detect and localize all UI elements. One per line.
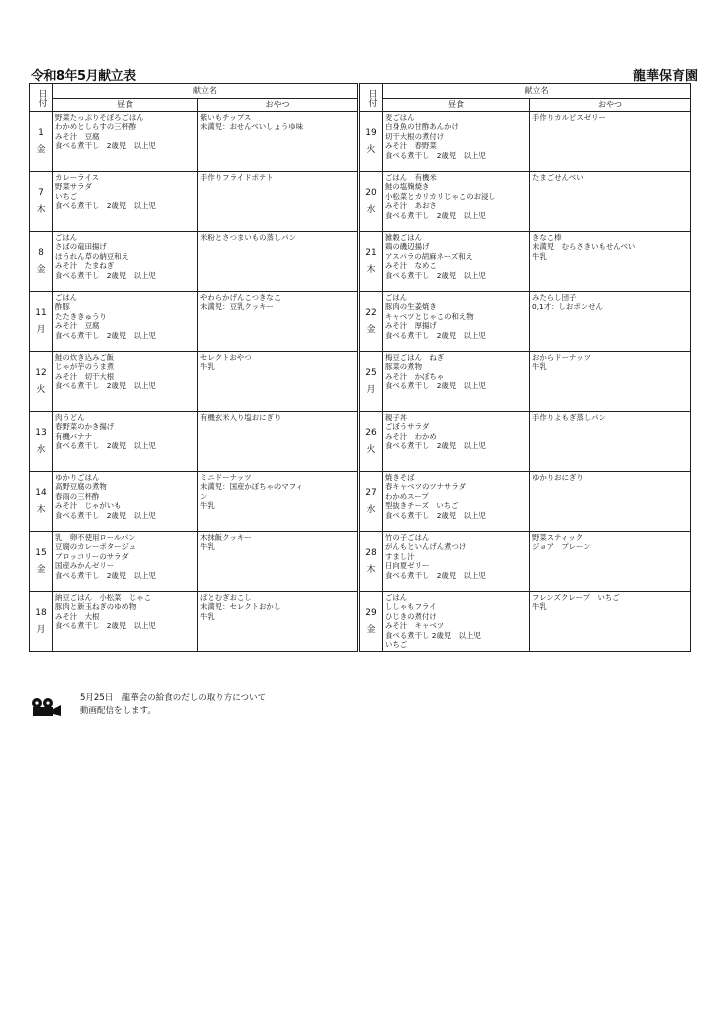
lunch-item: 竹の子ごはん — [385, 533, 430, 542]
lunch-cell — [53, 592, 198, 652]
lunch-item: ごぼうサラダ — [385, 422, 430, 432]
menu-row — [30, 352, 358, 412]
day-number: 18 — [35, 607, 47, 618]
snack-item: みたらし団子 — [532, 293, 577, 302]
day-of-week: 水 — [366, 504, 376, 515]
lunch-item: 食べる煮干し 2歳児 以上児 — [385, 630, 481, 640]
snack-cell — [530, 172, 691, 232]
lunch-cell — [53, 172, 198, 232]
day-number: 21 — [365, 247, 377, 258]
snack-cell — [198, 112, 358, 172]
day-cell — [30, 232, 53, 292]
day-number: 14 — [35, 487, 47, 498]
lunch-item: 食べる煮干し 2歳児 以上児 — [385, 150, 486, 160]
lunch-header: 昼食 — [383, 99, 530, 112]
lunch-cell — [53, 112, 198, 172]
menu-row — [360, 292, 691, 352]
lunch-item: みそ汁 かぼちゃ — [385, 371, 445, 381]
lunch-item: みそ汁 豆腐 — [55, 321, 100, 331]
menu-row — [360, 532, 691, 592]
snack-item: 未満児：おせんべいしょうゆ味 — [200, 122, 304, 132]
lunch-item: 白身魚の甘酢あんかけ — [385, 122, 459, 132]
snack-cell — [198, 172, 358, 232]
day-cell — [360, 472, 383, 532]
day-of-week: 金 — [36, 144, 46, 155]
snack-header: おやつ — [530, 99, 691, 112]
lunch-item: 食べる煮干し 2歳児 以上児 — [385, 570, 486, 580]
day-of-week: 金 — [366, 324, 376, 335]
menu-row — [360, 352, 691, 412]
snack-item: セレクトおやつ — [200, 353, 252, 362]
menu-row — [30, 232, 358, 292]
day-of-week: 月 — [366, 384, 376, 395]
snack-item: 米粉とさつまいもの蒸しパン — [200, 233, 297, 242]
menu-table-right — [359, 83, 691, 652]
lunch-item: 春野菜のかき揚げ — [55, 422, 115, 432]
menu-row — [30, 172, 358, 232]
snack-item: やわらかげんこつきなこ — [200, 293, 282, 302]
date-header: 日付 — [30, 84, 53, 112]
lunch-item: 梅豆ごはん ねぎ — [385, 353, 445, 362]
lunch-cell — [383, 592, 530, 652]
snack-item: 手作りフライドポテト — [200, 173, 274, 182]
day-of-week: 月 — [36, 324, 46, 335]
snack-item: 手作りカルピスゼリー — [532, 113, 606, 122]
menu-row — [360, 412, 691, 472]
lunch-item: 焼きそば — [385, 473, 415, 482]
day-number: 19 — [365, 127, 377, 138]
lunch-item: みそ汁 じゃがいも — [55, 501, 122, 511]
day-of-week: 月 — [36, 624, 46, 635]
lunch-item: 春雨の三杯酢 — [55, 491, 100, 501]
snack-item: 牛乳 — [200, 362, 215, 372]
lunch-item: 乳 卵不使用ロールパン — [55, 533, 136, 542]
day-cell — [30, 172, 53, 232]
snack-cell — [198, 292, 358, 352]
lunch-item: 豆腐のカレーポタージュ — [55, 542, 137, 552]
snack-cell — [198, 412, 358, 472]
lunch-item: 野菜サラダ — [55, 182, 92, 192]
lunch-item: 切干大根の煮付け — [385, 131, 445, 141]
lunch-cell — [383, 412, 530, 472]
lunch-cell — [383, 232, 530, 292]
day-cell — [30, 532, 53, 592]
lunch-item: ししゃもフライ — [385, 602, 437, 612]
lunch-cell — [53, 232, 198, 292]
lunch-cell — [383, 172, 530, 232]
school-name: 龍華保育園 — [632, 69, 698, 84]
lunch-cell — [383, 472, 530, 532]
lunch-item: 豚肉の生姜焼き — [385, 302, 437, 312]
lunch-item: 野菜たっぷりそぼろごはん — [55, 113, 144, 122]
snack-header: おやつ — [198, 99, 358, 112]
snack-item: 牛乳 — [532, 362, 547, 372]
lunch-item: 型抜きチーズ いちご — [385, 501, 459, 511]
day-number: 1 — [38, 127, 44, 138]
snack-cell — [530, 112, 691, 172]
menu-row — [30, 412, 358, 472]
lunch-item: ゆかりごはん — [55, 473, 100, 482]
day-cell — [360, 532, 383, 592]
lunch-item: 食べる煮干し 2歳児 以上児 — [55, 381, 156, 391]
lunch-item: 肉うどん — [55, 413, 85, 422]
lunch-cell — [53, 532, 198, 592]
day-of-week: 木 — [366, 264, 376, 275]
lunch-item: ひじきの煮付け — [385, 611, 437, 621]
day-number: 11 — [35, 307, 47, 318]
lunch-item: 食べる煮干し 2歳児 以上児 — [385, 441, 486, 451]
snack-item: おからドーナッツ — [532, 353, 591, 362]
snack-cell — [530, 532, 691, 592]
day-of-week: 水 — [366, 204, 376, 215]
lunch-item: いちご — [55, 191, 78, 201]
day-cell — [360, 232, 383, 292]
snack-item: 有機玄米入り塩おにぎり — [200, 413, 282, 422]
day-of-week: 火 — [366, 144, 376, 155]
lunch-cell — [53, 352, 198, 412]
lunch-item: ごはん — [385, 593, 408, 602]
snack-item: ジョア プレーン — [532, 542, 591, 552]
day-cell — [30, 112, 53, 172]
lunch-item: みそ汁 豆腐 — [55, 131, 100, 141]
snack-cell — [530, 232, 691, 292]
menu-row — [360, 172, 691, 232]
lunch-item: みそ汁 なめこ — [385, 261, 437, 271]
snack-item: 牛乳 — [200, 501, 215, 511]
day-cell — [30, 412, 53, 472]
menu-row — [30, 292, 358, 352]
day-number: 29 — [365, 607, 377, 618]
lunch-item: わかめスープ — [385, 491, 429, 501]
lunch-item: 高野豆腐の煮物 — [55, 482, 107, 492]
lunch-item: ブロッコリーのサラダ — [55, 551, 129, 561]
menu-row — [30, 532, 358, 592]
day-number: 25 — [365, 367, 377, 378]
snack-cell — [198, 232, 358, 292]
snack-cell — [530, 592, 691, 652]
lunch-item: 食べる煮干し 2歳児 以上児 — [385, 330, 486, 340]
day-number: 8 — [38, 247, 44, 258]
menu-name-header: 献立名 — [383, 84, 691, 99]
menu-row — [30, 592, 358, 652]
menu-row — [30, 472, 358, 532]
day-of-week: 木 — [36, 504, 46, 515]
lunch-item: カレーライス — [55, 173, 100, 182]
snack-item: ぱとむぎおこし — [200, 593, 252, 602]
lunch-item: たたききゅうり — [55, 311, 107, 321]
day-number: 27 — [365, 487, 377, 498]
lunch-item: 豚肉と新玉ねぎのゆめ物 — [55, 602, 137, 612]
snack-cell — [530, 472, 691, 532]
lunch-item: 日向夏ゼリー — [385, 561, 430, 571]
snack-item: フレンズクレープ いちご — [532, 593, 620, 602]
lunch-item: ごはん — [55, 233, 78, 242]
day-of-week: 木 — [366, 564, 376, 575]
lunch-cell — [53, 412, 198, 472]
snack-item: 野菜スティック — [532, 533, 583, 542]
lunch-item: 食べる煮干し 2歳児 以上児 — [55, 141, 156, 151]
lunch-item: 雑穀ごはん — [385, 233, 422, 242]
lunch-item: みそ汁 あおさ — [385, 201, 437, 211]
lunch-item: 鮭の塩麹焼き — [385, 182, 430, 192]
day-number: 12 — [35, 367, 47, 378]
day-number: 28 — [365, 547, 377, 558]
lunch-item: 麦ごはん — [385, 113, 415, 122]
lunch-item: みそ汁 わかめ — [385, 431, 437, 441]
lunch-item: 鶏の磯辺揚げ — [385, 242, 430, 252]
snack-item: 牛乳 — [532, 251, 547, 261]
day-number: 22 — [365, 307, 377, 318]
lunch-item: 食べる煮干し 2歳児 以上児 — [385, 381, 486, 391]
lunch-item: がんもといんげん煮つけ — [385, 542, 467, 552]
lunch-item: さばの竜田揚げ — [55, 242, 107, 252]
lunch-item: ごはん 有機米 — [385, 173, 437, 182]
day-of-week: 火 — [366, 444, 376, 455]
day-number: 13 — [35, 427, 47, 438]
day-of-week: 水 — [36, 444, 46, 455]
lunch-item: 食べる煮干し 2歳児 以上児 — [55, 441, 156, 451]
day-cell — [30, 592, 53, 652]
day-number: 20 — [365, 187, 377, 198]
lunch-item: いちご — [385, 640, 408, 650]
day-of-week: 金 — [366, 624, 376, 635]
snack-item: 未満児：国産かぼちゃのマフィ — [200, 482, 303, 492]
day-of-week: 金 — [36, 564, 46, 575]
page-title: 令和8年5月献立表 — [31, 69, 136, 84]
lunch-item: 食べる煮干し 2歳児 以上児 — [55, 621, 156, 631]
menu-row — [360, 592, 691, 652]
lunch-cell — [383, 112, 530, 172]
lunch-item: ごはん — [385, 293, 408, 302]
snack-item: ミニドーナッツ — [200, 473, 252, 482]
menu-row — [360, 472, 691, 532]
menu-name-header: 献立名 — [53, 84, 358, 99]
video-camera-icon — [30, 697, 64, 721]
snack-cell — [198, 532, 358, 592]
menu-table-left — [29, 83, 358, 652]
snack-cell — [530, 292, 691, 352]
lunch-item: みそ汁 大根 — [55, 611, 100, 621]
day-of-week: 木 — [36, 204, 46, 215]
lunch-item: 食べる煮干し 2歳児 以上児 — [385, 210, 486, 220]
lunch-item: 国産みかんゼリー — [55, 561, 115, 571]
lunch-item: みそ汁 厚揚げ — [385, 321, 437, 331]
snack-item: きなこ棒 — [532, 233, 562, 242]
lunch-item: 食べる煮干し 2歳児 以上児 — [385, 270, 486, 280]
lunch-item: じゃが芋のうま煮 — [55, 362, 115, 372]
lunch-item: 鮭の炊き込みご飯 — [55, 353, 115, 362]
day-cell — [360, 292, 383, 352]
snack-item: 未満児：セレクトおかし — [200, 602, 282, 612]
day-number: 7 — [38, 187, 44, 198]
lunch-item: 納豆ごはん 小松菜 じゃこ — [55, 593, 152, 602]
lunch-item: 小松菜とカリカリじゃこのお浸し — [385, 191, 496, 201]
lunch-item: 有機バナナ — [55, 431, 92, 441]
snack-item: 牛乳 — [200, 542, 215, 552]
day-cell — [360, 172, 383, 232]
lunch-item: わかめとしらすの三杯酢 — [55, 122, 137, 132]
lunch-header: 昼食 — [53, 99, 198, 112]
lunch-item: 食べる煮干し 2歳児 以上児 — [55, 510, 156, 520]
snack-item: 牛乳 — [532, 602, 547, 612]
lunch-item: 春キャベツのツナサラダ — [385, 482, 467, 492]
lunch-cell — [53, 472, 198, 532]
lunch-item: みそ汁 春野菜 — [385, 141, 437, 151]
notice-line: 動画配信をします。 — [80, 706, 156, 716]
snack-item: 紫いもチップス — [200, 113, 252, 122]
lunch-item: 食べる煮干し 2歳児 以上児 — [55, 570, 156, 580]
notice — [80, 692, 266, 718]
lunch-item: 酢豚 — [55, 302, 70, 312]
snack-cell — [198, 592, 358, 652]
lunch-item: みそ汁 キャベツ — [385, 621, 445, 631]
lunch-item: アスパラの胡麻ネーズ和え — [385, 251, 474, 261]
lunch-cell — [53, 292, 198, 352]
lunch-cell — [383, 352, 530, 412]
lunch-cell — [383, 292, 530, 352]
day-cell — [360, 112, 383, 172]
day-cell — [30, 472, 53, 532]
lunch-cell — [383, 532, 530, 592]
snack-item: 手作りよもぎ蒸しパン — [532, 413, 606, 422]
lunch-item: 食べる煮干し 2歳児 以上児 — [55, 201, 156, 211]
day-of-week: 火 — [36, 384, 46, 395]
snack-cell — [530, 412, 691, 472]
lunch-item: みそ汁 切干大根 — [55, 371, 115, 381]
lunch-item: 食べる煮干し 2歳児 以上児 — [55, 330, 156, 340]
lunch-item: 豚菜の煮物 — [385, 362, 422, 372]
snack-item: 未満児：豆乳クッキー — [200, 302, 274, 312]
lunch-item: すまし汁 — [385, 551, 415, 561]
menu-row — [360, 112, 691, 172]
day-cell — [360, 352, 383, 412]
snack-cell — [198, 472, 358, 532]
menu-row — [30, 112, 358, 172]
snack-item: ン — [200, 491, 208, 501]
snack-cell — [530, 352, 691, 412]
lunch-item: ほうれん草の納豆和え — [55, 251, 129, 261]
menu-row — [360, 232, 691, 292]
day-cell — [30, 292, 53, 352]
day-cell — [360, 592, 383, 652]
lunch-item: 親子丼 — [385, 413, 408, 422]
date-header: 日付 — [360, 84, 383, 112]
lunch-item: みそ汁 たまねぎ — [55, 261, 115, 271]
snack-item: たまごせんべい — [532, 173, 584, 182]
snack-item: 木抹飯クッキー — [200, 533, 252, 542]
notice-line: 5月25日 龍華会の給食のだしの取り方について — [80, 693, 267, 703]
snack-item: ゆかりおにぎり — [532, 473, 584, 482]
day-of-week: 金 — [36, 264, 46, 275]
day-cell — [30, 352, 53, 412]
day-number: 15 — [35, 547, 47, 558]
day-cell — [360, 412, 383, 472]
snack-item: 未満児 むらさきいもせんべい — [532, 242, 636, 252]
snack-item: 0,1才：しおポンせん — [532, 302, 603, 312]
lunch-item: ごはん — [55, 293, 78, 302]
lunch-item: 食べる煮干し 2歳児 以上児 — [55, 270, 156, 280]
lunch-item: 食べる煮干し 2歳児 以上児 — [385, 510, 486, 520]
day-number: 26 — [365, 427, 377, 438]
snack-cell — [198, 352, 358, 412]
lunch-item: キャベツとじゃこの和え物 — [385, 311, 474, 321]
snack-item: 牛乳 — [200, 611, 215, 621]
